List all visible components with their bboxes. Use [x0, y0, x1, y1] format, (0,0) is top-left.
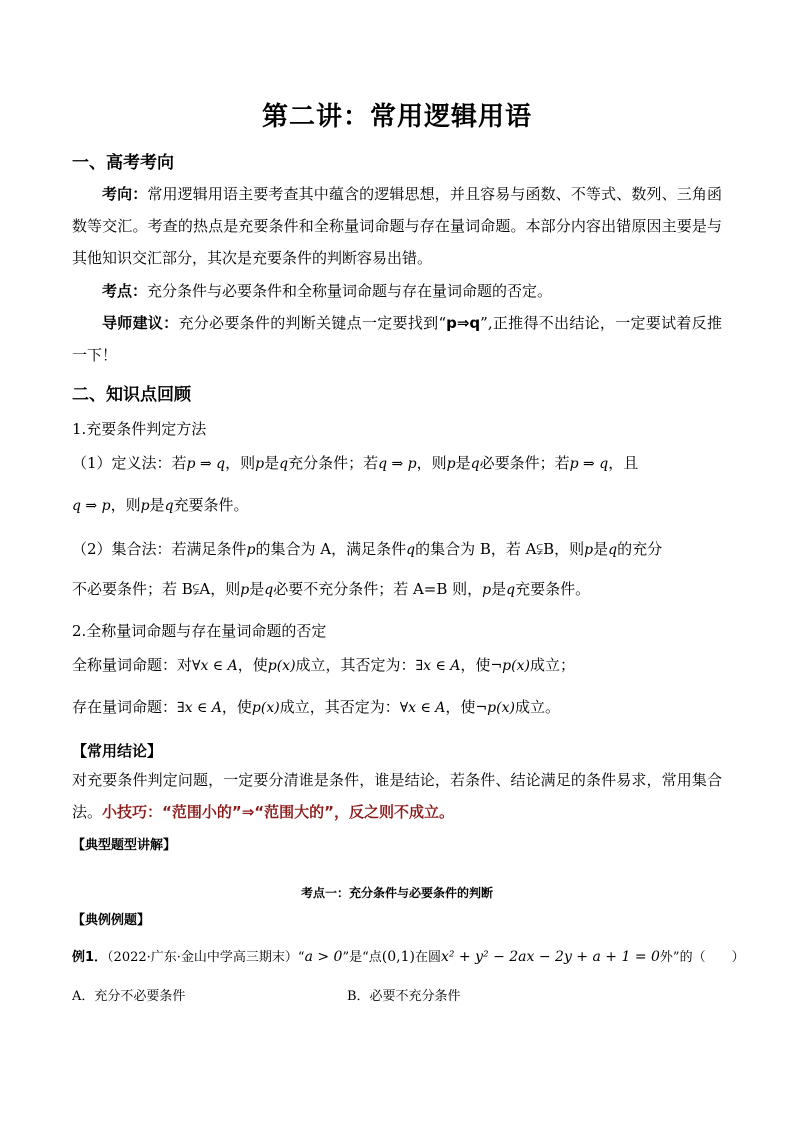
kaodian-label: 考点：	[102, 282, 148, 300]
daoshi-text-b: ”,正推得不出结论，一定要试着反推一下！	[72, 314, 722, 364]
example1-line: 例1．（2022·广东·金山中学高三期末）“a > 0”是“点(0,1)在圆x² + y² − 2ax − 2y + a + 1 = 0外”的（ ）	[72, 949, 745, 965]
kaoxiang-text: 常用逻辑用语主要考查其中蕴含的逻辑思想，并且容易与函数、不等式、数列、三角函数等交汇。考查的热点是充要条件和全称量词命题与存在量词命题。本部分内容出错原因主要是与其他知识交汇部分，其次是充要条件的判断容易出错。	[72, 185, 722, 267]
option-a: A．充分不必要条件	[72, 989, 186, 1004]
daoshi-label: 导师建议：	[102, 314, 179, 332]
item1-title: 1.充要条件判定方法	[72, 420, 207, 438]
item1-2-line: （2）集合法：若满足条件p的集合为 A，满足条件q的集合为 B，若 A⫋B，则p是q的充分	[72, 540, 663, 558]
option-b: B．必要不充分条件	[347, 989, 461, 1004]
kaodian-text: 充分条件与必要条件和全称量词命题与存在量词命题的否定。	[147, 282, 553, 300]
conclusion-text: 对充要条件判定问题，一定要分清谁是条件，谁是结论，若条件、结论满足的条件易求，常用集合法。	[72, 771, 722, 821]
daoshi-paragraph	[72, 307, 722, 371]
kaodian1-heading: 考点一：充分条件与必要条件的判断	[300, 886, 493, 900]
item2-title: 2.全称量词命题与存在量词命题的否定	[72, 622, 327, 640]
kaoxiang-paragraph	[72, 178, 722, 274]
daoshi-bold: p⇒q	[446, 314, 481, 332]
kaodian-paragraph	[72, 275, 722, 307]
item1-1b-line: q ⇒ p，则p是q充要条件。	[72, 496, 249, 514]
conclusion-paragraph	[72, 764, 722, 828]
section-heading-gaokao: 一、高考考向	[72, 153, 174, 173]
example-heading: 【典例例题】	[72, 913, 151, 928]
quanchen-line: 全称量词命题：对∀x ∈ A，使p(x)成立，其否定为：∃x ∈ A，使¬p(x)成立；	[72, 656, 575, 674]
conclusion-heading: 【常用结论】	[72, 742, 163, 760]
item1-1-line: （1）定义法：若p ⇒ q，则p是q充分条件；若q ⇒ p，则p是q必要条件；若p ⇒ q，且	[72, 454, 639, 472]
example1-label: 例1．	[72, 950, 108, 965]
kaoxiang-label: 考向：	[102, 185, 148, 203]
typical-heading: 【典型题型讲解】	[72, 838, 177, 853]
section-heading-zhishidian: 二、知识点回顾	[72, 385, 191, 405]
page-title: 第二讲：常用逻辑用语	[261, 102, 532, 132]
item1-2b-line: 不必要条件；若 B⫋A，则p是q必要不充分条件；若 A=B 则，p是q充要条件。	[72, 580, 591, 598]
cunzai-line: 存在量词命题：∃x ∈ A，使p(x)成立，其否定为：∀x ∈ A，使¬p(x)成立。	[72, 698, 560, 716]
daoshi-text-a: 充分必要条件的判断关键点一定要找到“	[178, 314, 447, 332]
conclusion-tip: 小技巧：“范围小的”⇒“范围大的”，反之则不成立。	[102, 803, 455, 821]
